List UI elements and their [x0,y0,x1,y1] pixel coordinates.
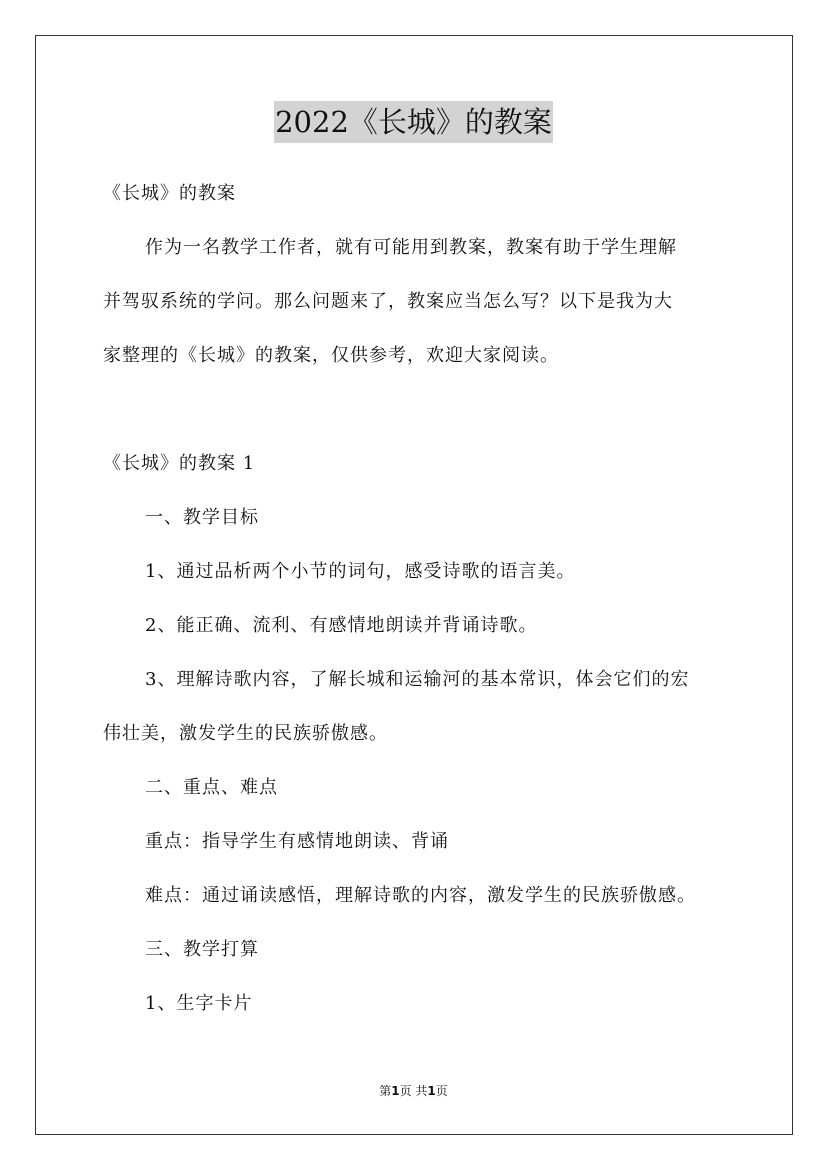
intro-paragraph-line-2: 并驾驭系统的学问。那么问题来了，教案应当怎么写？以下是我为大 [103,291,673,312]
footer-page-prefix: 第 [379,1084,392,1098]
section-heading: 《长城》的教案 1 [103,453,256,474]
title-container [0,101,827,143]
page-footer [0,1083,827,1099]
goal-item-2: 2、能正确、流利、有感情地朗读并背诵诗歌。 [145,615,538,636]
document-title: 2022《长城》的教案 [274,101,553,143]
key-points-heading: 二、重点、难点 [145,777,278,798]
key-point-text: 重点：指导学生有感情地朗读、背诵 [145,831,449,852]
goal-item-3-line-1: 3、理解诗歌内容，了解长城和运输河的基本常识，体会它们的宏 [145,669,690,690]
teaching-goals-heading: 一、教学目标 [145,507,259,528]
footer-page-suffix: 页 [435,1084,448,1098]
footer-page-total: 1 [427,1084,436,1098]
footer-page-mid: 页 共 [399,1084,428,1098]
intro-paragraph-line-1: 作为一名教学工作者，就有可能用到教案，教案有助于学生理解 [145,237,677,258]
intro-paragraph-line-3: 家整理的《长城》的教案，仅供参考，欢迎大家阅读。 [103,345,559,366]
footer-page-current: 1 [391,1084,400,1098]
subheading-text: 《长城》的教案 [103,183,236,204]
goal-item-1: 1、通过品析两个小节的词句，感受诗歌的语言美。 [145,561,576,582]
difficulty-text: 难点：通过诵读感悟，理解诗歌的内容，激发学生的民族骄傲感。 [145,885,696,906]
preparation-item-1: 1、生字卡片 [145,993,253,1014]
preparation-heading: 三、教学打算 [145,939,259,960]
goal-item-3-line-2: 伟壮美，激发学生的民族骄傲感。 [103,723,388,744]
